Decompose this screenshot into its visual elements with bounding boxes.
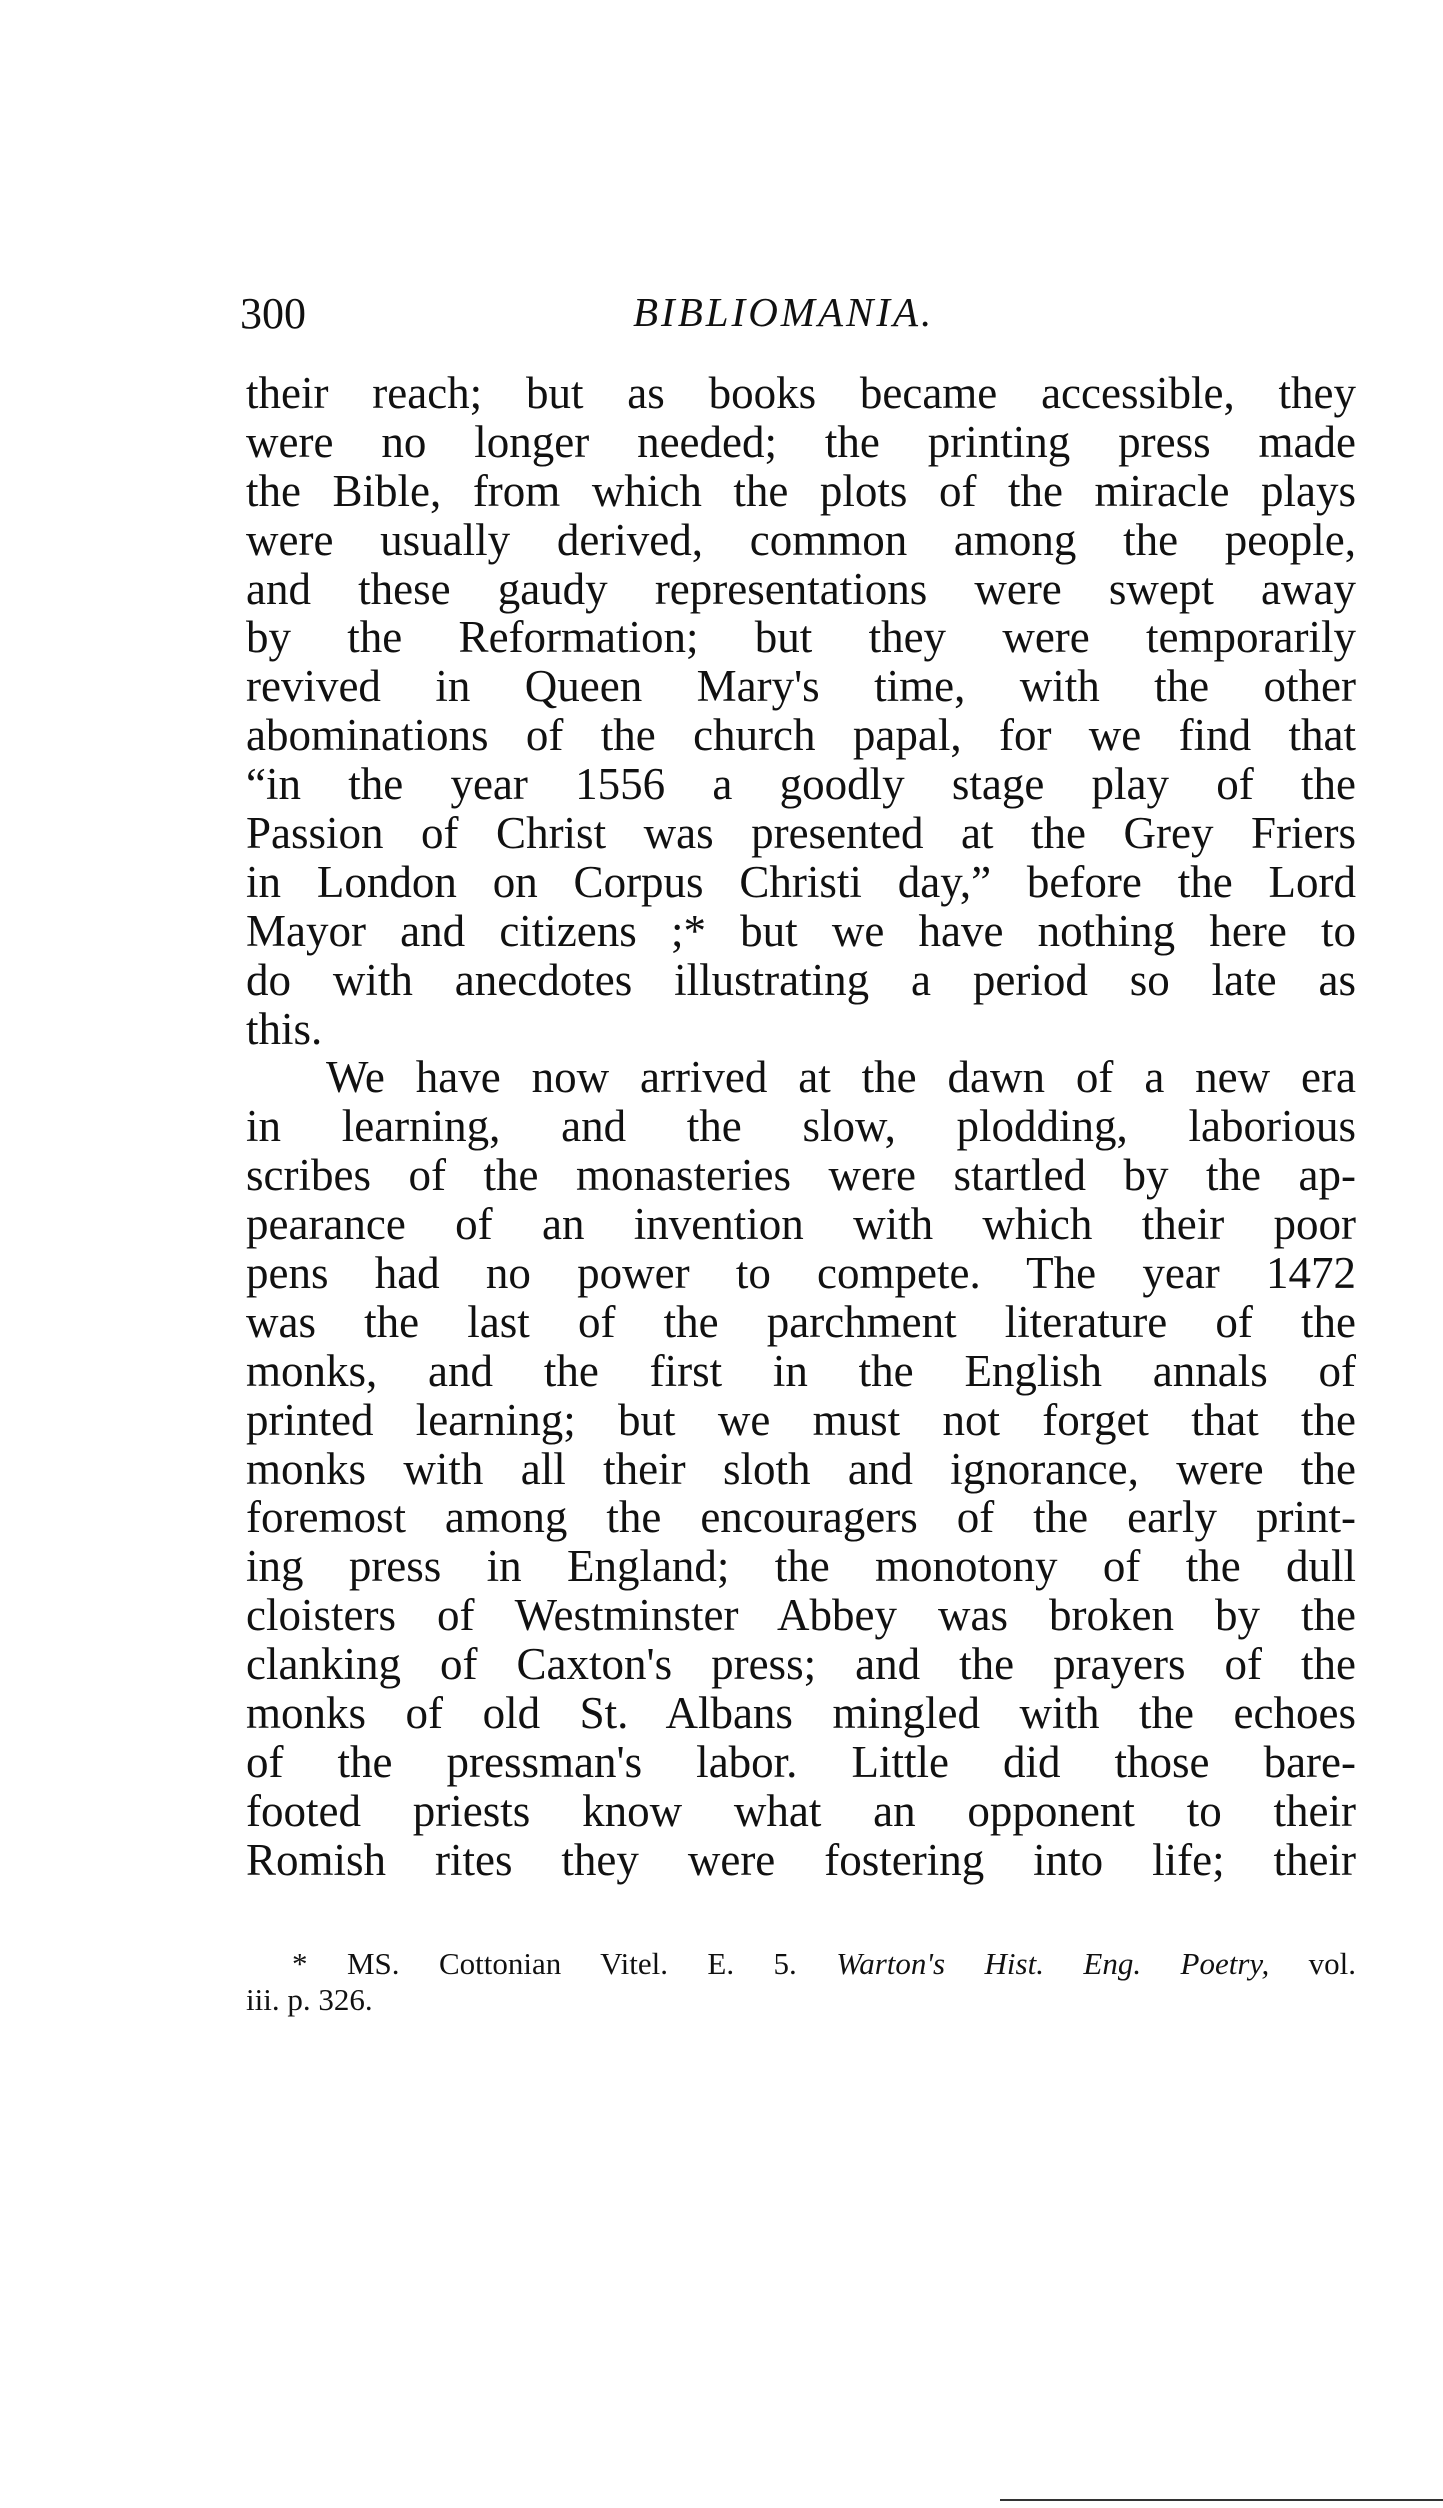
- text-line: Romish rites they were fostering into life; their: [246, 1834, 1356, 1885]
- text-line: pens had no power to compete. The year 1472: [246, 1248, 1356, 1299]
- text-line: printed learning; but we must not forget that the: [246, 1394, 1356, 1445]
- bottom-rule: [1000, 2499, 1443, 2501]
- text-line: footed priests know what an opponent to their: [246, 1785, 1356, 1836]
- footnote-source: MS. Cottonian Vitel. E. 5.: [346, 1946, 797, 1981]
- footnote-continuation: iii. p. 326.: [246, 1982, 373, 2017]
- text-line: do with anecdotes illustrating a period so late as: [246, 954, 1356, 1005]
- body-text: [246, 369, 1356, 1885]
- text-line: clanking of Caxton's press; and the prayers of the: [246, 1639, 1356, 1690]
- text-line: monks of old St. Albans mingled with the echoes: [246, 1688, 1356, 1739]
- text-line: in London on Corpus Christi day,” before the Lord: [246, 856, 1356, 907]
- text-line: monks with all their sloth and ignorance, were the: [246, 1443, 1356, 1494]
- text-line: their reach; but as books became accessible, they: [246, 368, 1356, 418]
- text-line: in learning, and the slow, plodding, laborious: [246, 1101, 1356, 1152]
- text-line: foremost among the encouragers of the early print-: [246, 1492, 1356, 1543]
- footnote-volume: vol.: [1308, 1946, 1357, 1981]
- text-line: and these gaudy representations were swept away: [246, 563, 1356, 614]
- text-line: was the last of the parchment literature of the: [246, 1296, 1356, 1347]
- text-line: were no longer needed; the printing press made: [246, 416, 1356, 467]
- text-line: pearance of an invention with which their poor: [246, 1199, 1356, 1250]
- text-line: monks, and the first in the English annals of: [246, 1345, 1356, 1396]
- page-number: 300: [240, 289, 306, 338]
- paragraph-end-line: this.: [246, 1003, 323, 1054]
- footnote-reference: Warton's Hist. Eng. Poetry,: [836, 1946, 1270, 1981]
- paragraph-first-line: We have now arrived at the dawn of a new era: [326, 1052, 1356, 1103]
- text-line: revived in Queen Mary's time, with the other: [246, 661, 1356, 712]
- text-line: by the Reformation; but they were temporarily: [246, 612, 1356, 663]
- text-line: scribes of the monasteries were startled by the ap-: [246, 1150, 1356, 1201]
- footnote: [246, 1946, 1356, 2018]
- footnote-marker: *: [292, 1946, 308, 1981]
- text-line: the Bible, from which the plots of the miracle plays: [246, 465, 1356, 516]
- text-line: ing press in England; the monotony of the dull: [246, 1541, 1356, 1592]
- text-line: cloisters of Westminster Abbey was broken by the: [246, 1590, 1356, 1641]
- footnote-first-line: [246, 1946, 1356, 1982]
- running-title: BIBLIOMANIA.: [633, 289, 935, 335]
- text-line: Passion of Christ was presented at the Grey Friers: [246, 808, 1356, 859]
- text-line: were usually derived, common among the people,: [246, 514, 1356, 565]
- text-line: of the pressman's labor. Little did those bare-: [246, 1736, 1356, 1787]
- text-line: “in the year 1556 a goodly stage play of the: [246, 759, 1356, 810]
- text-line: Mayor and citizens ;* but we have nothing here to: [246, 905, 1356, 956]
- text-line: abominations of the church papal, for we find that: [246, 710, 1356, 761]
